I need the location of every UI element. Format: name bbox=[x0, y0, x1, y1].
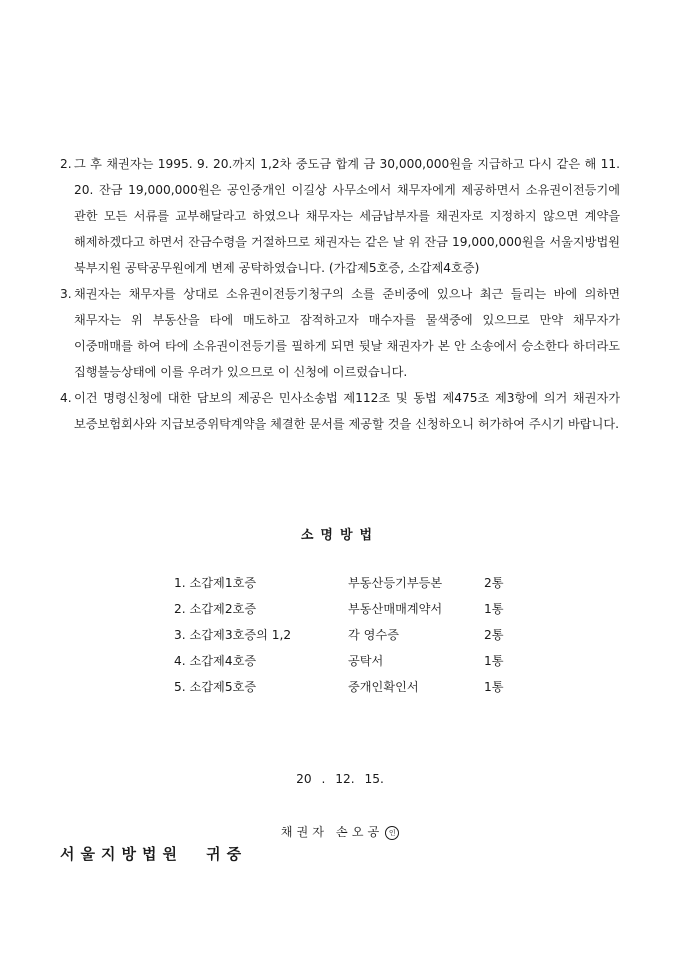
paragraph-text: 이건 명령신청에 대한 담보의 제공은 민사소송법 제112조 및 동법 제475조 제3항에 의거 채권자가 보증보험회사와 지급보증위탁계약을 체결한 문서를 제공할 것을 신청하오니 허가하여 주시기 바랍니다. bbox=[74, 391, 620, 431]
paragraph-number: 3. bbox=[60, 287, 72, 301]
evidence-item-label: 4. 소갑제4호증 bbox=[174, 654, 257, 668]
evidence-row bbox=[174, 570, 534, 596]
paragraph-3 bbox=[60, 281, 620, 385]
paragraph-2 bbox=[60, 151, 620, 281]
evidence-document: 부동산등기부등본 bbox=[348, 576, 443, 590]
evidence-row bbox=[174, 596, 534, 622]
evidence-count: 1통 bbox=[484, 654, 504, 668]
evidence-item-label: 2. 소갑제2호증 bbox=[174, 602, 257, 616]
evidence-count: 1통 bbox=[484, 680, 504, 694]
evidence-item-label: 5. 소갑제5호증 bbox=[174, 680, 257, 694]
evidence-document: 중개인확인서 bbox=[348, 680, 419, 694]
evidence-row bbox=[174, 648, 534, 674]
evidence-item-label: 1. 소갑제1호증 bbox=[174, 576, 257, 590]
evidence-row bbox=[174, 622, 534, 648]
evidence-count: 1통 bbox=[484, 602, 504, 616]
evidence-document: 부동산매매계약서 bbox=[348, 602, 443, 616]
paragraph-4 bbox=[60, 385, 620, 437]
paragraph-text: 그 후 채권자는 1995. 9. 20.까지 1,2차 중도금 합계 금 30,000,000원을 지급하고 다시 같은 해 11. 20. 잔금 19,000,000원은 공인중개인 이길상 사무소에서 채무자에게 제공하면서 소유권이전등기에 관한 모든 서류를 교부해달라고 하였으나 채무자는 세금납부자를 채권자로 지정하지 않으면 계약을 해제하겠다고 하면서 잔금수령을 거절하므로 채권자는 같은 날 위 잔금 19,000,000원을 서울지방법원 북부지원 공탁공무원에게 변제 공탁하였습니다. (가갑제5호증, 소갑제4호증) bbox=[74, 157, 620, 275]
evidence-row bbox=[174, 674, 534, 700]
signer-line bbox=[0, 823, 680, 840]
evidence-count: 2통 bbox=[484, 576, 504, 590]
paragraph-text: 채권자는 채무자를 상대로 소유권이전등기청구의 소를 준비중에 있으나 최근 들리는 바에 의하면 채무자는 위 부동산을 타에 매도하고 잠적하고자 매수자를 물색중에 있으므로 만약 채무자가 이중매매를 하여 타에 소유권이전등기를 필하게 되면 뒷날 채권자가 본 안 소송에서 승소한다 하더라도 집행불능상태에 이를 우려가 있으므로 이 신청에 이르렀습니다. bbox=[74, 287, 620, 379]
evidence-list bbox=[174, 570, 534, 700]
evidence-count: 2통 bbox=[484, 628, 504, 642]
filing-date: 20 . 12. 15. bbox=[296, 772, 384, 786]
evidence-section-title: 소명방법 bbox=[300, 528, 380, 543]
evidence-item-label: 3. 소갑제3호증의 1,2 bbox=[174, 628, 292, 642]
paragraph-number: 4. bbox=[60, 391, 72, 405]
evidence-document: 각 영수증 bbox=[348, 628, 399, 642]
evidence-document: 공탁서 bbox=[348, 654, 384, 668]
application-body bbox=[60, 151, 620, 437]
seal-stamp-icon: 인 bbox=[385, 826, 399, 840]
signer-name: 채권자 손오공 bbox=[280, 825, 384, 839]
court-addressee: 서울지방법원 귀중 bbox=[60, 845, 248, 863]
paragraph-number: 2. bbox=[60, 157, 72, 171]
